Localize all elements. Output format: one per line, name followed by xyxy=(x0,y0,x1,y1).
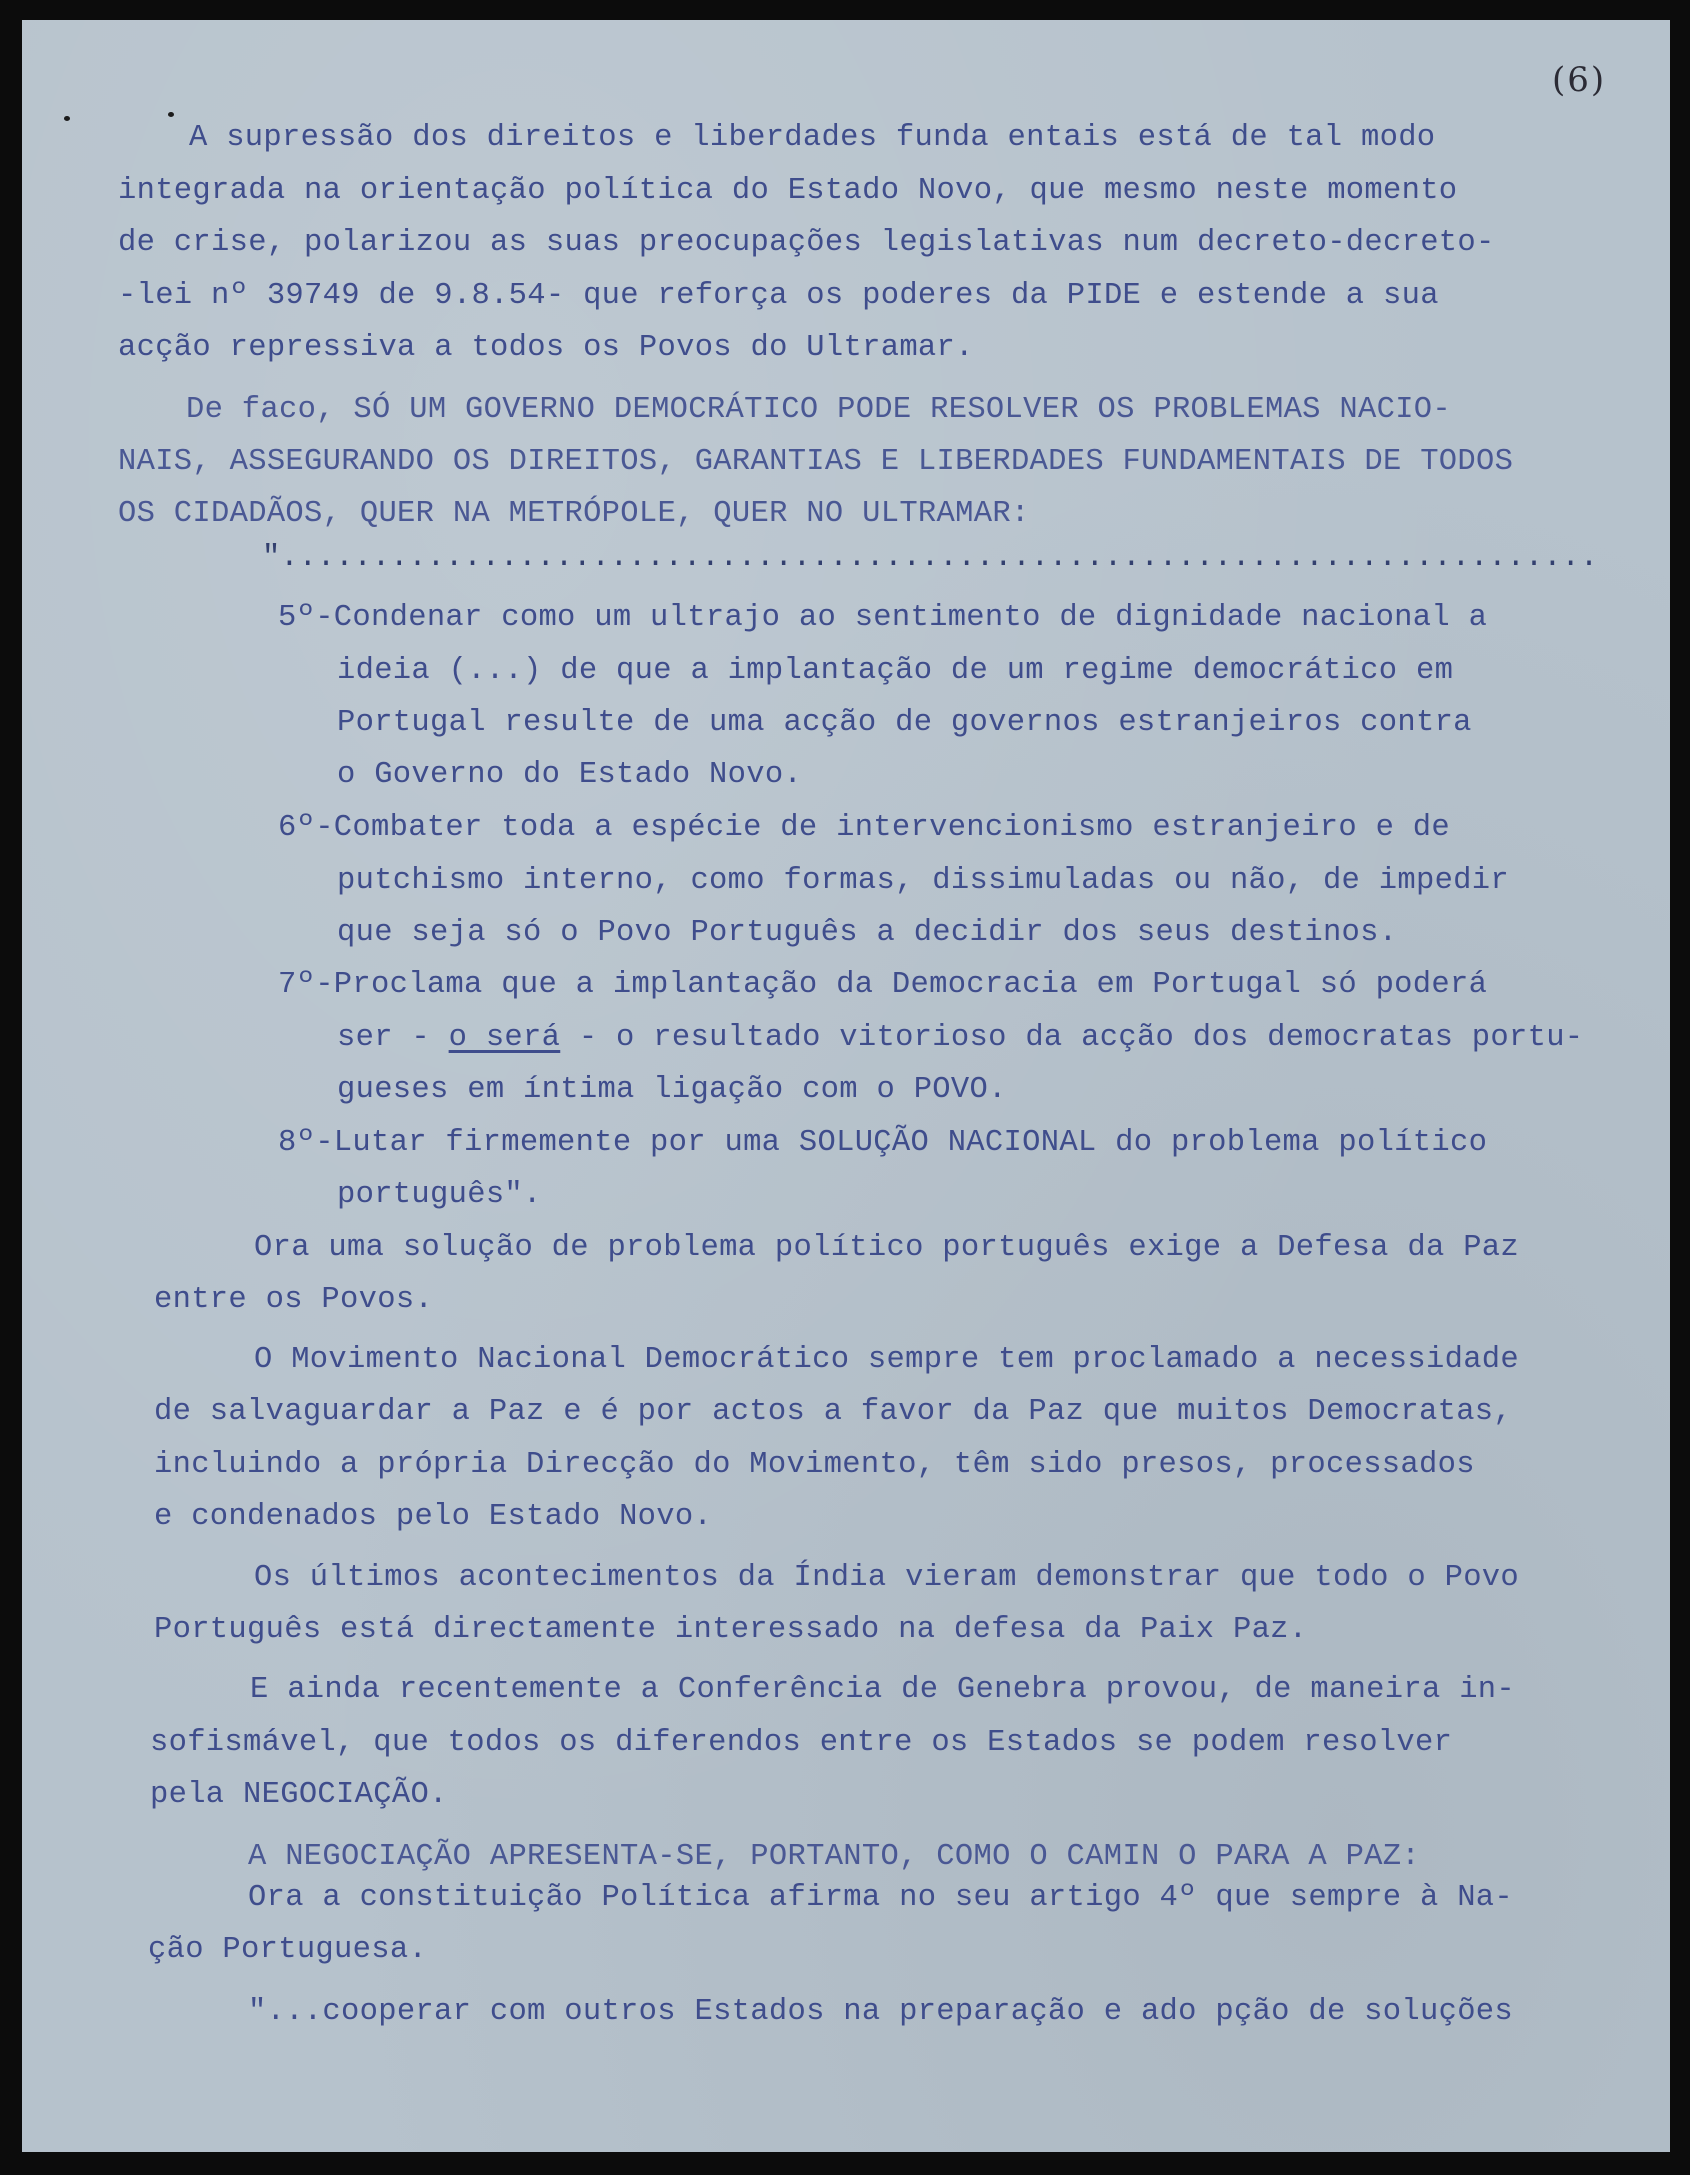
text-line: putchismo interno, como formas, dissimuladas ou não, de impedir xyxy=(337,864,1509,898)
text-line: ideia (...) de que a implantação de um regime democrático em xyxy=(337,654,1454,688)
text-line: Português está directamente interessado na defesa da Paix Paz. xyxy=(154,1613,1308,1647)
list-item: 7º-Proclama que a implantação da Democracia em Portugal só poderá xyxy=(278,968,1488,1002)
text-line xyxy=(337,1023,1583,1054)
text-fragment: - o resultado vitorioso da acção dos democratas portu- xyxy=(560,1021,1584,1055)
text-line: de salvaguardar a Paz e é por actos a favor da Paz que muitos Democratas, xyxy=(154,1395,1513,1429)
list-item: 5º-Condenar como um ultrajo ao sentimento de dignidade nacional a xyxy=(278,601,1488,635)
text-line: OS CIDADÃOS, QUER NA METRÓPOLE, QUER NO ULTRAMAR: xyxy=(118,497,1030,531)
text-line: entre os Povos. xyxy=(154,1283,434,1317)
document-page xyxy=(22,20,1670,2152)
ellipsis-line: "........................................................................ xyxy=(262,541,1599,575)
text-fragment: ser - xyxy=(337,1021,449,1055)
text-line: Ora uma solução de problema político português exige a Defesa da Paz xyxy=(254,1231,1520,1265)
text-line: acção repressiva a todos os Povos do Ultramar. xyxy=(118,331,974,365)
text-line: Portugal resulte de uma acção de governos estranjeiros contra xyxy=(337,706,1472,740)
text-line: Os últimos acontecimentos da Índia vieram demonstrar que todo o Povo xyxy=(254,1561,1520,1595)
text-line: o Governo do Estado Novo. xyxy=(337,758,803,792)
text-line: de crise, polarizou as suas preocupações legislativas num decreto-decreto- xyxy=(118,226,1495,260)
text-line: De faco, SÓ UM GOVERNO DEMOCRÁTICO PODE RESOLVER OS PROBLEMAS NACIO- xyxy=(186,393,1452,427)
list-item: 6º-Combater toda a espécie de intervencionismo estranjeiro e de xyxy=(278,811,1450,845)
page-number: (6) xyxy=(1552,60,1607,100)
text-line: O Movimento Nacional Democrático sempre tem proclamado a necessidade xyxy=(254,1343,1520,1377)
text-line: NAIS, ASSEGURANDO OS DIREITOS, GARANTIAS E LIBERDADES FUNDAMENTAIS DE TODOS xyxy=(118,445,1514,479)
text-line: integrada na orientação política do Estado Novo, que mesmo neste momento xyxy=(118,174,1458,208)
text-line: A supressão dos direitos e liberdades funda entais está de tal modo xyxy=(189,121,1436,155)
text-line: E ainda recentemente a Conferência de Genebra provou, de maneira in- xyxy=(250,1673,1516,1707)
punch-mark xyxy=(64,116,70,121)
list-item: 8º-Lutar firmemente por uma SOLUÇÃO NACIONAL do problema político xyxy=(278,1126,1488,1160)
punch-mark xyxy=(168,112,174,117)
text-line: gueses em íntima ligação com o POVO. xyxy=(337,1073,1007,1107)
text-line: pela NEGOCIAÇÃO. xyxy=(150,1778,448,1812)
text-line: A NEGOCIAÇÃO APRESENTA-SE, PORTANTO, COMO O CAMIN O PARA A PAZ: xyxy=(248,1840,1420,1874)
text-line: "...cooperar com outros Estados na preparação e ado pção de soluções xyxy=(248,1995,1514,2029)
text-line: que seja só o Povo Português a decidir dos seus destinos. xyxy=(337,916,1398,950)
text-line: sofismável, que todos os diferendos entre os Estados se podem resolver xyxy=(150,1726,1453,1760)
text-line: -lei nº 39749 de 9.8.54- que reforça os poderes da PIDE e estende a sua xyxy=(118,279,1439,313)
text-line: ção Portuguesa. xyxy=(148,1933,428,1967)
text-line: incluindo a própria Direcção do Movimento, têm sido presos, processados xyxy=(154,1448,1475,1482)
text-line: português". xyxy=(337,1178,542,1212)
text-line: Ora a constituição Política afirma no seu artigo 4º que sempre à Na- xyxy=(248,1881,1514,1915)
text-line: e condenados pelo Estado Novo. xyxy=(154,1500,713,1534)
underlined-text: o será xyxy=(448,1021,561,1055)
